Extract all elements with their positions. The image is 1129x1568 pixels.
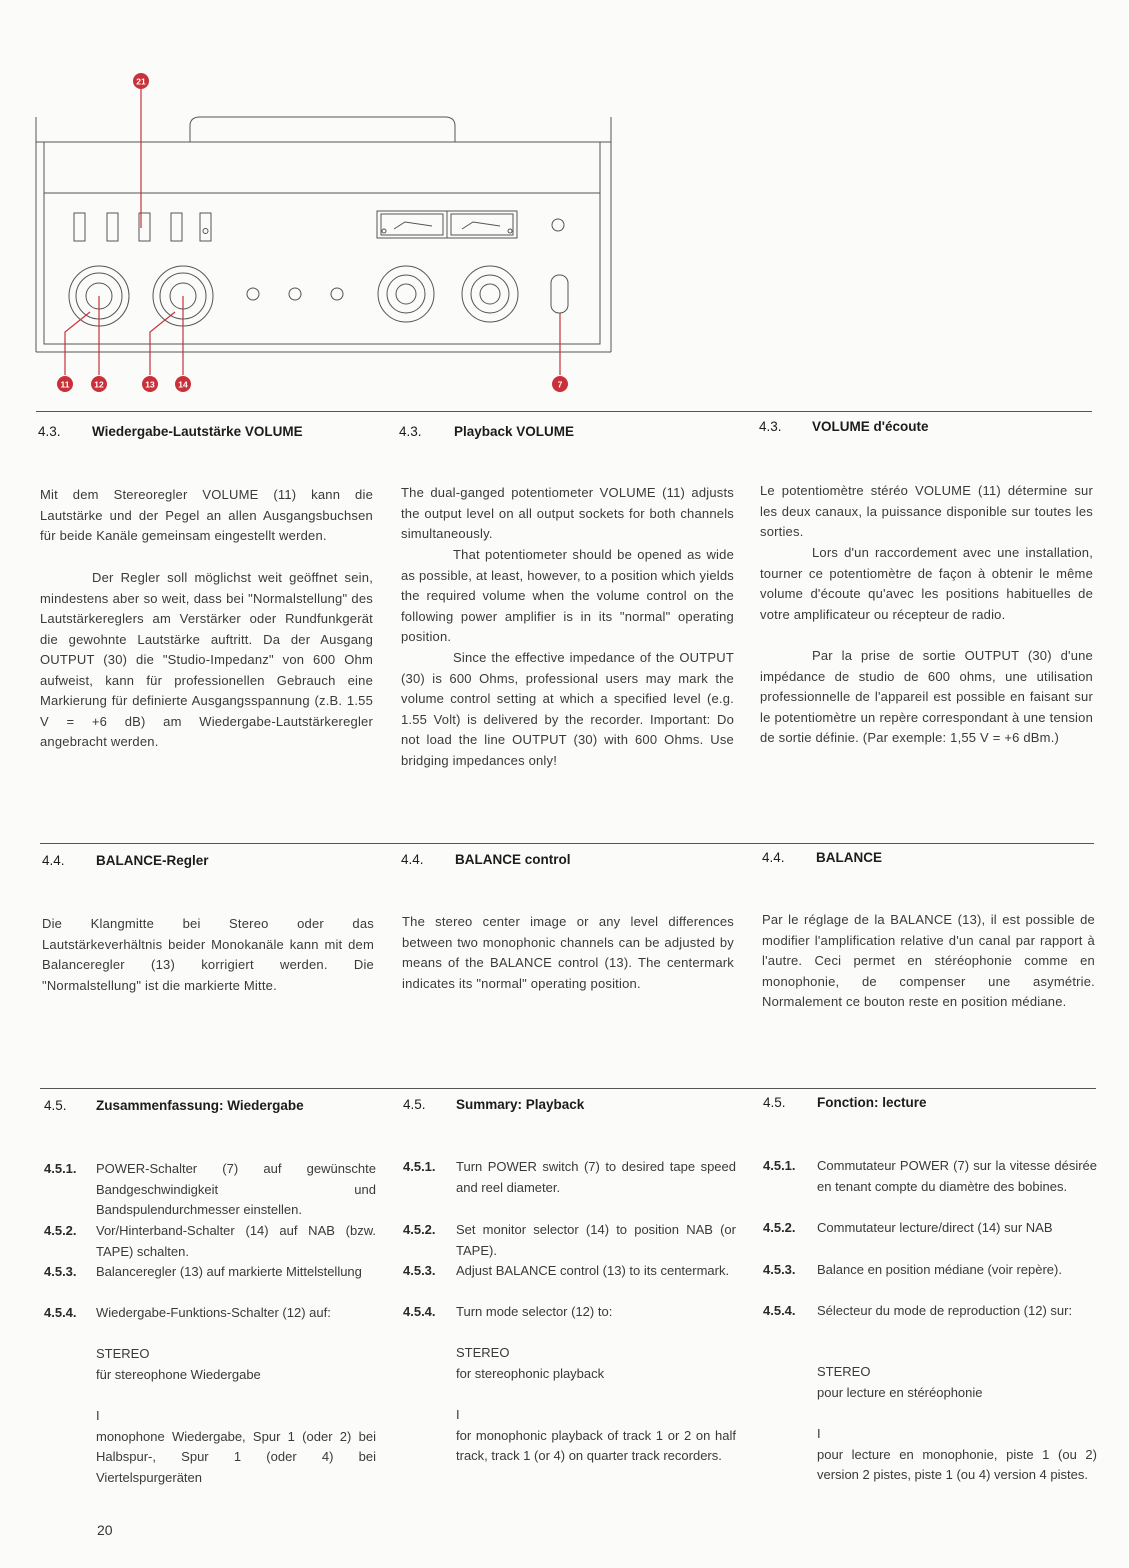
paragraph-de-4-3-1: Mit dem Stereoregler VOLUME (11) kann die Lautstärke und der Pegel an allen Ausgangsbuchsen für beide Kanäle gemeinsam eingestellt werden. [40, 487, 373, 543]
heading-title: Playback VOLUME [454, 424, 575, 439]
svg-text:7: 7 [557, 379, 563, 390]
svg-text:14: 14 [178, 379, 188, 390]
mode-label: I [96, 1408, 100, 1423]
svg-text:21: 21 [136, 76, 146, 87]
mode-label: STEREO [817, 1364, 871, 1379]
step-number: 4.5.3. [403, 1263, 436, 1278]
heading-title: BALANCE [816, 850, 882, 865]
paragraph-fr-4-3-1: Le potentiomètre stéréo VOLUME (11) détermine sur les deux canaux, la puissance disponible sur toutes les sorties. [760, 483, 1093, 539]
mode-label: I [817, 1426, 821, 1441]
heading-title: VOLUME d'écoute [812, 419, 929, 434]
callout-7 [552, 376, 568, 392]
mode-description: monophone Wiedergabe, Spur 1 (oder 2) bei Halbspur-, Spur 1 (oder 4) bei Viertelspurgeräten [96, 1428, 376, 1485]
heading-title: BALANCE control [455, 852, 571, 867]
callout-12 [91, 376, 107, 392]
svg-text:13: 13 [145, 379, 155, 390]
paragraph-fr-4-3-3: Par la prise de sortie OUTPUT (30) d'une impédance de studio de 600 ohms, une utilisation professionnelle de l'appareil est possible en faisant sur le potentiomètre un repère correspondant à une tension de sortie définie. (Par exemple: 1,55 V = +6 dBm.) [760, 648, 1093, 745]
heading-number: 4.5. [44, 1098, 67, 1113]
callout-13 [142, 376, 158, 392]
step-text: POWER-Schalter (7) auf gewünschte Bandgeschwindigkeit und Bandspulendurchmesser einstellen. [96, 1161, 376, 1217]
heading-number: 4.5. [403, 1097, 426, 1112]
svg-text:11: 11 [60, 379, 70, 390]
heading-title: BALANCE-Regler [96, 853, 209, 868]
heading-number: 4.3. [759, 419, 782, 434]
step-number: 4.5.2. [403, 1222, 436, 1237]
paragraph-en-4-3-1: The dual-ganged potentiometer VOLUME (11) adjusts the output level on all output sockets for both channels simultaneously. [401, 485, 734, 541]
mode-label: STEREO [96, 1346, 150, 1361]
paragraph-en-4-3-3: Since the effective impedance of the OUTPUT (30) is 600 Ohms, professional users may mark the volume control setting at which a specified level (e.g. 1.55 Volt) is delivered by the recorder. Important: Do not load the line OUTPUT (30) with 600 Ohms. Use bridging impedances only! [401, 650, 734, 768]
section-rule-4-3 [36, 411, 1092, 412]
page-number: 20 [97, 1522, 113, 1538]
mode-stereo-en [456, 1343, 736, 1384]
step-number: 4.5.3. [763, 1262, 796, 1277]
paragraph-en-4-3-2: That potentiometer should be opened as wide as possible, at least, however, to a position which yields the required volume when the volume control on the following power amplifier is in its "normal" operating position. [401, 547, 734, 644]
heading-number: 4.4. [42, 853, 65, 868]
mode-description: pour lecture en stéréophonie [817, 1384, 983, 1400]
step-number: 4.5.2. [44, 1223, 77, 1238]
svg-text:12: 12 [94, 379, 104, 390]
mode-label: I [456, 1407, 460, 1422]
step-number: 4.5.1. [403, 1159, 436, 1174]
step-text: Commutateur POWER (7) sur la vitesse désirée en tenant compte du diamètre des bobines. [817, 1158, 1097, 1194]
heading-number: 4.4. [762, 850, 785, 865]
section-rule-4-5 [40, 1088, 1096, 1089]
paragraph-en-4-4: The stereo center image or any level differences between two monophonic channels can be adjusted by means of the BALANCE control (13). The centermark indicates its "normal" operating position. [402, 914, 734, 991]
mode-description: for monophonic playback of track 1 or 2 on half track, track 1 (or 4) on quarter track recorders. [456, 1427, 736, 1463]
section-rule-4-4 [40, 843, 1094, 844]
mode-label: STEREO [456, 1345, 510, 1360]
step-text: Balanceregler (13) auf markierte Mittelstellung [96, 1264, 362, 1279]
heading-number: 4.5. [763, 1095, 786, 1110]
paragraph-de-4-3-2: Der Regler soll möglichst weit geöffnet sein, mindestens aber so weit, dass bei "Normalstellung" des Lautstärkereglers am Verstärker oder Rundfunkgerät die gewohnte Lautstärke auftritt. Da der Ausgang OUTPUT (30) die "Studio-Impedanz" von 600 Ohm aufweist, kann für professionellen Gebrauch eine Markierung für definierte Ausgangsspannung (z.B. 1.55 V = +6 dB) am Wiedergabe-Lautstärkeregler angebracht werden. [40, 570, 373, 749]
callout-11 [57, 376, 73, 392]
front-panel-diagram [0, 0, 1129, 400]
heading-title: Wiedergabe-Lautstärke VOLUME [92, 424, 303, 439]
mode-mono-de [96, 1406, 376, 1488]
mode-mono-fr [817, 1424, 1097, 1486]
step-text: Commutateur lecture/direct (14) sur NAB [817, 1220, 1053, 1235]
heading-number: 4.3. [38, 424, 61, 439]
step-text: Turn POWER switch (7) to desired tape speed and reel diameter. [456, 1159, 736, 1195]
step-text: Adjust BALANCE control (13) to its centermark. [456, 1263, 730, 1278]
step-number: 4.5.4. [44, 1305, 77, 1320]
mode-description: für stereophone Wiedergabe [96, 1366, 261, 1382]
mode-description: for stereophonic playback [456, 1365, 605, 1381]
callout-21 [133, 73, 149, 89]
step-text: Wiedergabe-Funktions-Schalter (12) auf: [96, 1305, 331, 1320]
step-number: 4.5.1. [44, 1161, 77, 1176]
step-text: Sélecteur du mode de reproduction (12) sur: [817, 1303, 1073, 1318]
heading-title: Summary: Playback [456, 1097, 585, 1112]
paragraph-de-4-4: Die Klangmitte bei Stereo oder das Lautstärkeverhältnis beider Monokanäle kann mit dem Balanceregler (13) korrigiert werden. Die "Normalstellung" ist die markierte Mitte. [42, 916, 374, 993]
step-number: 4.5.3. [44, 1264, 77, 1279]
step-number: 4.5.4. [763, 1303, 796, 1318]
mode-mono-en [456, 1405, 736, 1467]
callout-14 [175, 376, 191, 392]
paragraph-fr-4-4: Par le réglage de la BALANCE (13), il est possible de modifier l'amplification relative d'un canal par rapport à l'autre. Ceci permet en stéréophonie comme en monophonie, de compenser une asymétrie. Normalement ce bouton reste en position médiane. [762, 912, 1095, 1009]
heading-number: 4.3. [399, 424, 422, 439]
step-text: Balance en position médiane (voir repère). [817, 1262, 1062, 1277]
step-number: 4.5.1. [763, 1158, 796, 1173]
heading-number: 4.4. [401, 852, 424, 867]
mode-stereo-de [96, 1344, 376, 1385]
step-text: Vor/Hinterband-Schalter (14) auf NAB (bzw. TAPE) schalten. [96, 1223, 376, 1259]
heading-title: Zusammenfassung: Wiedergabe [96, 1098, 304, 1113]
step-text: Set monitor selector (14) to position NAB (or TAPE). [456, 1222, 736, 1258]
mode-description: pour lecture en monophonie, piste 1 (ou 2) version 2 pistes, piste 1 (ou 4) version 4 pistes. [817, 1446, 1097, 1482]
mode-stereo-fr [817, 1362, 1097, 1403]
step-number: 4.5.2. [763, 1220, 796, 1235]
step-number: 4.5.4. [403, 1304, 436, 1319]
heading-title: Fonction: lecture [817, 1095, 927, 1110]
paragraph-fr-4-3-2: Lors d'un raccordement avec une installation, tourner ce potentiomètre de façon à obtenir le même volume d'écoute qu'avec les positions habituelles de votre amplificateur ou récepteur de radio. [760, 545, 1093, 622]
step-text: Turn mode selector (12) to: [456, 1304, 613, 1319]
